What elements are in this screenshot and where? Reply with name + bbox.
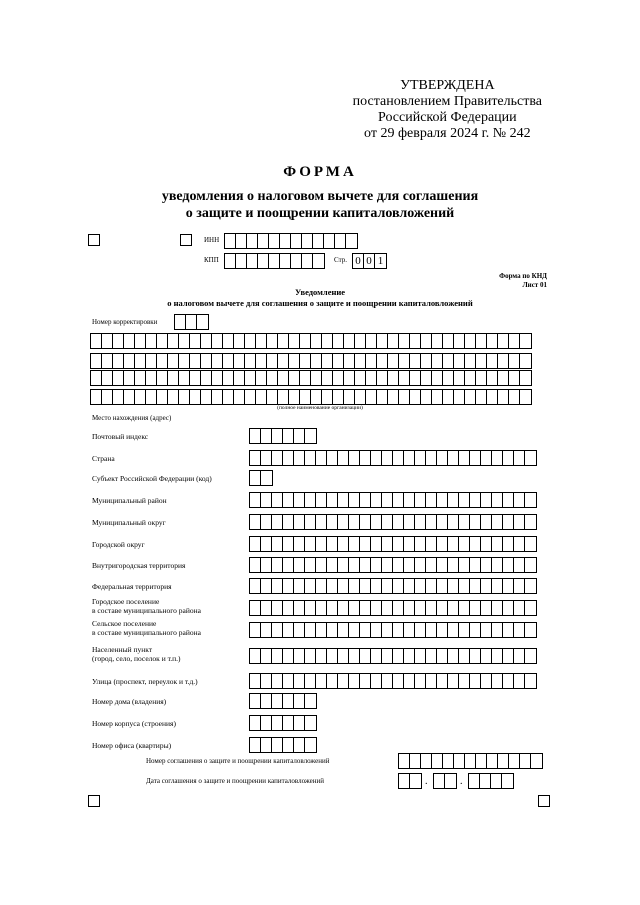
address-field-label-text: Населенный пункт (92, 645, 153, 654)
address-field-input[interactable] (249, 450, 537, 466)
address-field-label-text: Номер дома (владения) (92, 697, 167, 706)
agreement-number-label: Номер соглашения о защите и поощрении капиталовложений (146, 757, 330, 765)
address-field-input[interactable] (249, 557, 537, 573)
address-field-label (92, 454, 115, 463)
address-field-input[interactable] (249, 648, 537, 664)
agreement-month-field[interactable] (433, 773, 457, 789)
address-field-input[interactable] (249, 715, 317, 731)
address-field-input[interactable] (249, 737, 317, 753)
inn-field[interactable] (224, 233, 358, 249)
address-field-label (92, 518, 166, 527)
form-title-line-2: о защите и поощрении капиталовложений (185, 206, 455, 221)
address-field-label-text: Муниципальный округ (92, 518, 166, 527)
address-label: Место нахождения (адрес) (92, 414, 172, 422)
address-field-label (92, 741, 171, 750)
address-field-label-text: Номер корпуса (строения) (92, 719, 176, 728)
address-field-label-text: Городское поселение (92, 597, 160, 606)
date-separator: . (425, 776, 428, 787)
notice-title: Уведомление (294, 287, 346, 297)
page-digit: 0 (353, 254, 364, 268)
address-field-label (92, 540, 145, 549)
sheet-label: Лист 01 (522, 281, 547, 289)
address-field-label-text: Федеральная территория (92, 582, 172, 591)
form-title (0, 188, 640, 222)
agreement-day-field[interactable] (398, 773, 422, 789)
address-field-label-text: Почтовый индекс (92, 432, 149, 441)
page-number-field[interactable] (352, 253, 387, 269)
address-field-label-text: Улица (проспект, переулок и т.д.) (92, 677, 198, 686)
address-field-input[interactable] (249, 470, 273, 486)
address-field-label (92, 697, 166, 706)
corner-marker-top-middle (180, 234, 192, 246)
address-field-label-text: Муниципальный район (92, 496, 167, 505)
address-field-label (92, 597, 201, 615)
knd-label: Форма по КНД (499, 272, 547, 280)
address-field-input[interactable] (249, 693, 317, 709)
page-digit: 1 (377, 255, 384, 267)
address-field-label (92, 496, 167, 505)
form-title-line-1: уведомления о налоговом вычете для соглашения (161, 189, 479, 204)
address-field-label (92, 645, 181, 663)
address-field-label-text: Внутригородская территория (92, 561, 186, 570)
page-label: Стр. (334, 256, 347, 264)
address-field-label (92, 474, 212, 483)
org-name-row[interactable] (90, 353, 532, 369)
kpp-label: КПП (204, 256, 219, 264)
address-field-input[interactable] (249, 536, 537, 552)
address-field-label-text: Городской округ (92, 540, 145, 549)
kpp-field[interactable] (224, 253, 325, 269)
correction-number-field[interactable] (174, 314, 209, 330)
address-field-input[interactable] (249, 492, 537, 508)
approved-date: от 29 февраля 2024 г. № 242 (364, 126, 531, 141)
address-field-label (92, 432, 148, 441)
address-field-sublabel: в составе муниципального района (92, 606, 201, 615)
org-name-row[interactable] (90, 333, 532, 349)
address-field-sublabel: (город, село, поселок и т.п.) (92, 654, 181, 663)
corner-marker-bottom-right (538, 795, 550, 807)
correction-label: Номер корректировки (92, 318, 158, 326)
org-name-caption: (полное наименование организации) (277, 405, 363, 411)
address-field-label (92, 582, 172, 591)
address-field-input[interactable] (249, 578, 537, 594)
address-field-label (92, 619, 201, 637)
notice-subtitle: о налоговом вычете для соглашения о защите и поощрении капиталовложений (167, 298, 473, 308)
address-field-label-text: Страна (92, 454, 115, 463)
address-field-input[interactable] (249, 673, 537, 689)
inn-label: ИНН (204, 236, 220, 244)
approved-line-3: Российской Федерации (378, 110, 517, 125)
approval-block (353, 78, 542, 142)
date-separator: . (460, 776, 463, 787)
agreement-number-field[interactable] (398, 753, 543, 769)
address-field-label (92, 719, 176, 728)
corner-marker-bottom-left (88, 795, 100, 807)
org-name-row[interactable] (90, 370, 532, 386)
agreement-date-label: Дата соглашения о защите и поощрении капиталовложений (146, 777, 325, 785)
address-field-input[interactable] (249, 622, 537, 638)
address-field-label-text: Сельское поселение (92, 619, 157, 628)
page-digit: 0 (364, 254, 375, 268)
agreement-year-field[interactable] (468, 773, 514, 789)
form-heading: ФОРМА (283, 164, 357, 180)
corner-marker-top-left (88, 234, 100, 246)
address-field-input[interactable] (249, 600, 537, 616)
approved-line-2: постановлением Правительства (352, 94, 542, 109)
address-field-input[interactable] (249, 514, 537, 530)
address-field-label-text: Субъект Российской Федерации (код) (92, 474, 212, 483)
address-field-label (92, 561, 185, 570)
address-field-label (92, 677, 198, 686)
address-field-input[interactable] (249, 428, 317, 444)
org-name-row[interactable] (90, 389, 532, 405)
approved-title: УТВЕРЖДЕНА (400, 78, 495, 93)
address-field-sublabel: в составе муниципального района (92, 628, 201, 637)
address-field-label-text: Номер офиса (квартиры) (92, 741, 172, 750)
